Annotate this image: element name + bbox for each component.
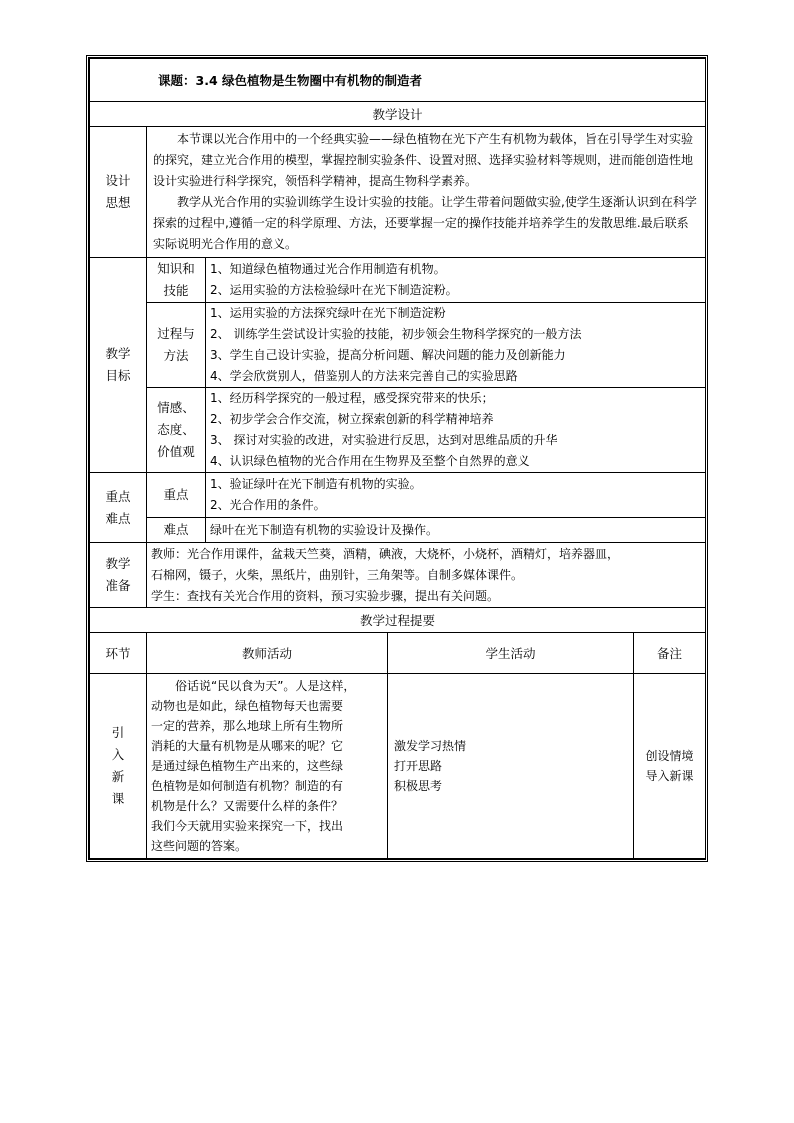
- list-item: 3、学生自己设计实验，提高分析问题、解决问题的能力及创新能力: [210, 348, 566, 362]
- objectives-label-line: 教学: [105, 346, 131, 361]
- design-idea-paragraph: 教学从光合作用的实验训练学生设计实验的技能。让学生带着问题做实验,使学生逐渐认识到在科学探索的过程中,遵循一定的科学原理、方法，还要掌握一定的操作技能并培养学生的发散思维.最后联系实际说明光合作用的意义。: [153, 195, 697, 251]
- knowledge-label: [147, 258, 206, 303]
- objective-process-row: [90, 303, 706, 388]
- key-difficult-label-line: 重点: [105, 488, 131, 504]
- intro-teacher-activity: [147, 674, 388, 859]
- key-point-items: [206, 473, 706, 518]
- lesson-title: 课题：3.4 绿色植物是生物圈中有机物的制造者: [90, 59, 706, 102]
- stage-char: 课: [111, 791, 125, 806]
- teacher-activity-line: 这些问题的答案。: [151, 839, 248, 853]
- design-idea-label-line: 设计: [105, 173, 131, 188]
- intro-student-activity: [388, 674, 634, 859]
- preparation-label: [90, 543, 147, 608]
- teacher-activity-line: 色植物是如何制造有机物？制造的有: [151, 779, 344, 793]
- design-idea-content: [147, 127, 706, 258]
- list-item: 3、 探讨对实验的改进，对实验进行反思，达到对思维品质的升华: [210, 433, 558, 447]
- objective-emotion-row: [90, 388, 706, 473]
- preparation-content: [147, 543, 706, 608]
- difficult-point-text: 绿叶在光下制造有机物的实验设计及操作。: [206, 518, 706, 543]
- emotion-label: [147, 388, 206, 473]
- lesson-plan-document: [86, 55, 708, 862]
- process-label-line: 过程与: [157, 326, 195, 341]
- emotion-label-line: 价值观: [157, 444, 195, 459]
- lesson-plan-table: [89, 58, 706, 859]
- section-heading-design: 教学设计: [90, 102, 706, 127]
- student-activity-line: 激发学习热情: [394, 739, 467, 753]
- teacher-activity-line: 俗话说“民以食为天”。人是这样，: [175, 679, 356, 693]
- list-item: 1、运用实验的方法探究绿叶在光下制造淀粉: [210, 306, 446, 320]
- teacher-activity-line: 消耗的大量有机物是从哪来的呢？它: [151, 739, 344, 753]
- list-item: 1、知道绿色植物通过光合作用制造有机物。: [210, 262, 446, 276]
- preparation-teacher-line: 石棉网，镊子，火柴，黑纸片，曲别针，三角架等。自制多媒体课件。: [151, 567, 524, 582]
- header-note: 备注: [634, 633, 706, 674]
- title-row: [90, 59, 706, 102]
- design-idea-paragraph: 本节课以光合作用中的一个经典实验——绿色植物在光下产生有机物为载体，旨在引导学生对实验的探究，建立光合作用的模型，掌握控制实验条件、设置对照、选择实验材料等规则，进而能创造性地设计实验进行科学探究，领悟科学精神，提高生物科学素养。: [153, 132, 694, 188]
- key-difficult-label-line: 难点: [105, 510, 131, 526]
- header-student-activity: 学生活动: [388, 633, 634, 674]
- header-teacher-activity: 教师活动: [147, 633, 388, 674]
- note-line: 导入新课: [645, 769, 694, 783]
- student-activity-line: 打开思路: [394, 759, 443, 773]
- list-item: 4、认识绿色植物的光合作用在生物界及至整个自然界的意义: [210, 454, 530, 468]
- teacher-activity-line: 动物也是如此，绿色植物每天也需要: [151, 699, 344, 713]
- emotion-items: [206, 388, 706, 473]
- key-difficult-label: [90, 473, 147, 543]
- process-label: [147, 303, 206, 388]
- teacher-activity-line: 是通过绿色植物生产出来的，这些绿: [151, 759, 344, 773]
- list-item: 1、经历科学探究的一般过程，感受探究带来的快乐；: [210, 391, 494, 405]
- difficult-point-row: [90, 518, 706, 543]
- list-item: 4、学会欣赏别人，借鉴别人的方法来完善自己的实验思路: [210, 369, 518, 383]
- objective-knowledge-row: [90, 258, 706, 303]
- design-idea-row: [90, 127, 706, 258]
- design-section-row: [90, 102, 706, 127]
- knowledge-label-line: 技能: [163, 283, 189, 298]
- teacher-activity-line: 我们今天就用实验来探究一下，找出: [151, 819, 344, 833]
- intro-row: [90, 674, 706, 859]
- list-item: 2、光合作用的条件。: [210, 498, 326, 512]
- list-item: 2、初步学会合作交流，树立探索创新的科学精神培养: [210, 412, 494, 426]
- emotion-label-line: 情感、: [157, 400, 195, 415]
- design-idea-label: [90, 127, 147, 258]
- key-point-label: 重点: [147, 473, 206, 518]
- preparation-teacher-line: 教师：光合作用课件，盆栽天竺葵，酒精，碘液，大烧杯，小烧杯，酒精灯，培养器皿，: [151, 546, 620, 561]
- note-line: 创设情境: [645, 749, 694, 763]
- stage-char: 新: [111, 769, 125, 784]
- list-item: 1、验证绿叶在光下制造有机物的实验。: [210, 477, 422, 491]
- difficult-point-label: 难点: [147, 518, 206, 543]
- student-activity-line: 积极思考: [394, 779, 443, 793]
- process-header-row: [90, 633, 706, 674]
- process-label-line: 方法: [163, 348, 189, 363]
- knowledge-items: [206, 258, 706, 303]
- design-idea-label-line: 思想: [105, 195, 131, 210]
- preparation-label-line: 准备: [105, 578, 131, 593]
- stage-char: 引: [111, 725, 125, 740]
- objectives-label: [90, 258, 147, 473]
- knowledge-label-line: 知识和: [157, 261, 195, 276]
- preparation-student-line: 学生：查找有关光合作用的资料，预习实验步骤，提出有关问题。: [151, 588, 500, 603]
- preparation-row: [90, 543, 706, 608]
- section-heading-process: 教学过程提要: [90, 608, 706, 633]
- objectives-label-line: 目标: [105, 368, 131, 383]
- preparation-label-line: 教学: [105, 556, 131, 571]
- process-section-row: [90, 608, 706, 633]
- intro-stage-label: [90, 674, 147, 859]
- key-point-row: [90, 473, 706, 518]
- list-item: 2、 训练学生尝试设计实验的技能，初步领会生物科学探究的一般方法: [210, 327, 582, 341]
- intro-note: [634, 674, 706, 859]
- teacher-activity-line: 机物是什么？又需要什么样的条件？: [151, 799, 344, 813]
- teacher-activity-line: 一定的营养，那么地球上所有生物所: [151, 719, 344, 733]
- emotion-label-line: 态度、: [157, 422, 195, 437]
- process-items: [206, 303, 706, 388]
- header-stage: 环节: [90, 633, 147, 674]
- stage-char: 入: [111, 747, 125, 762]
- list-item: 2、运用实验的方法检验绿叶在光下制造淀粉。: [210, 283, 458, 297]
